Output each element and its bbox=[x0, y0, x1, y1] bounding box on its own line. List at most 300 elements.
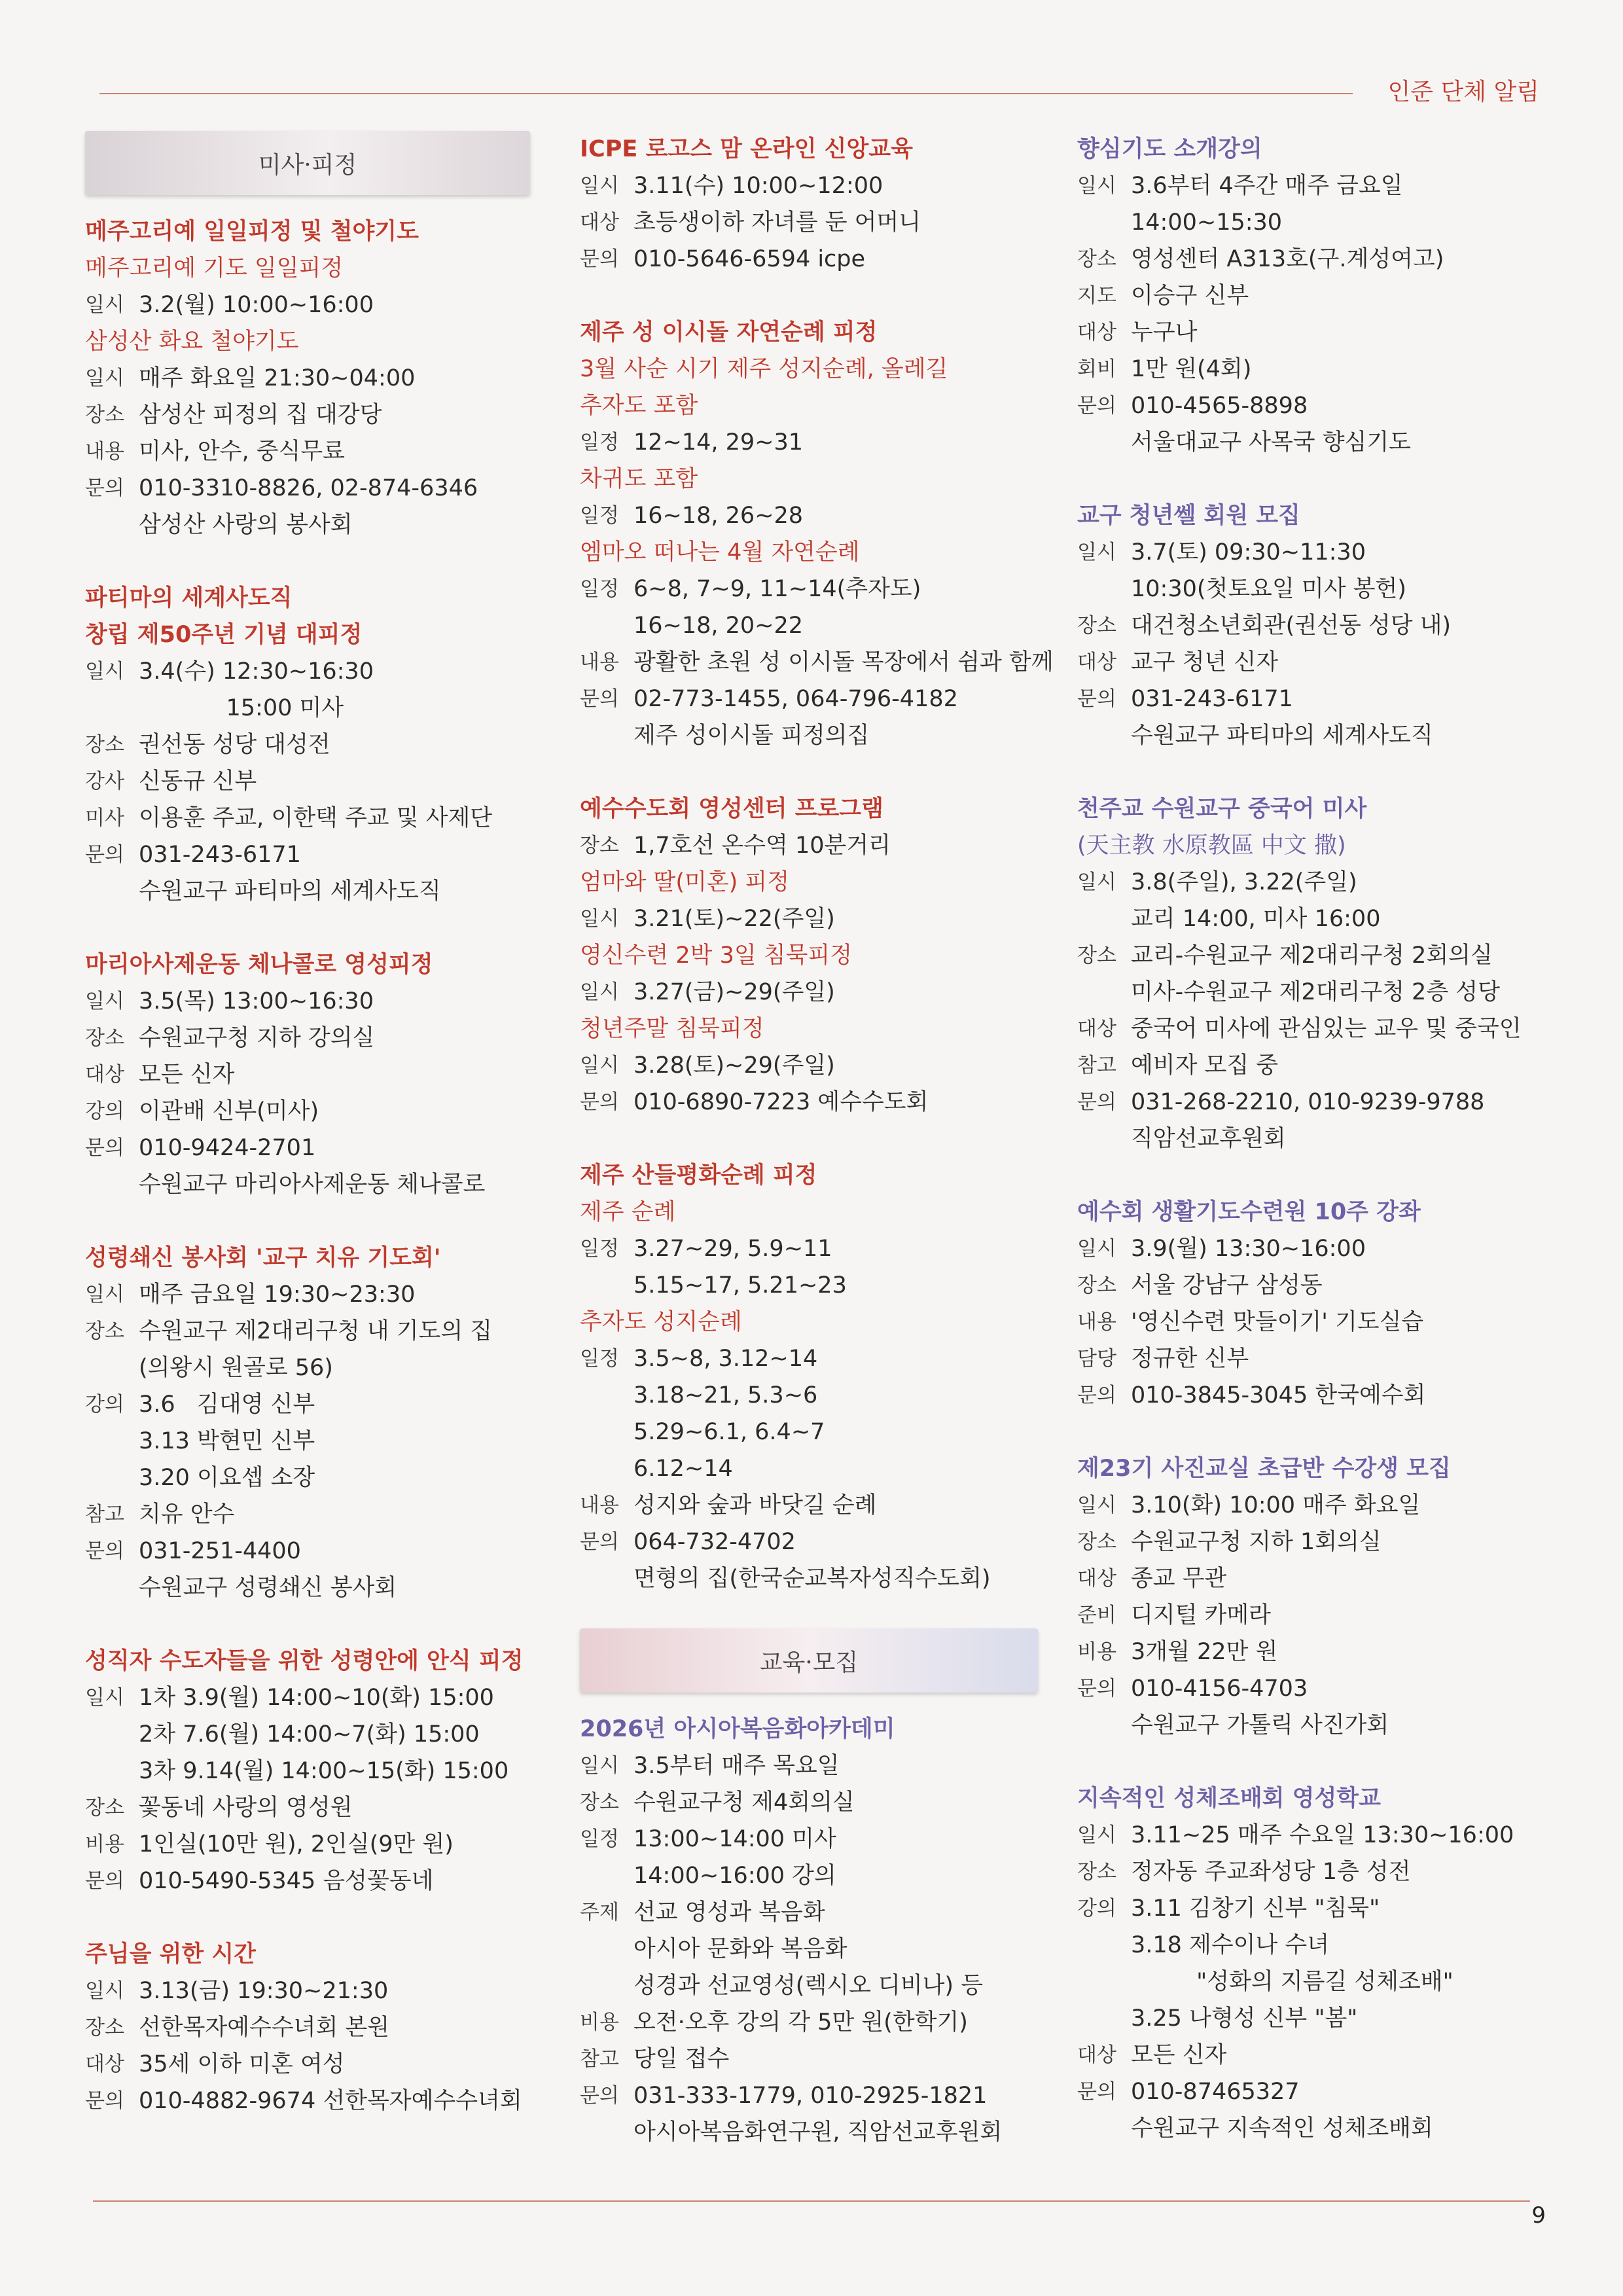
detail-label: 일시 bbox=[1077, 174, 1116, 198]
detail-row bbox=[85, 1533, 530, 1606]
detail-line: 6~8, 7~9, 11~14(추자도) bbox=[633, 576, 921, 602]
detail-value bbox=[139, 1276, 530, 1313]
detail-label: 준비 bbox=[1077, 1604, 1116, 1627]
detail-label: 문의 bbox=[1077, 1090, 1116, 1114]
detail-label: 강의 bbox=[1077, 1897, 1116, 1920]
detail-label: 담당 bbox=[1077, 1347, 1116, 1371]
detail-value bbox=[1131, 1047, 1535, 1084]
detail-line: 치유 안수 bbox=[139, 1501, 235, 1528]
detail-line: 3.7(토) 09:30~11:30 bbox=[1131, 539, 1366, 565]
detail-row bbox=[85, 1386, 530, 1496]
detail-label: 대상 bbox=[1077, 2043, 1116, 2067]
detail-value bbox=[1131, 351, 1535, 387]
detail-value bbox=[1131, 278, 1535, 314]
detail-row bbox=[580, 497, 1038, 534]
detail-label: 대상 bbox=[1077, 651, 1116, 674]
detail-line: 1만 원(4회) bbox=[1131, 356, 1252, 382]
detail-label: 일시 bbox=[85, 660, 124, 683]
detail-line: 010-5646-6594 icpe bbox=[633, 246, 866, 272]
detail-row bbox=[1077, 2037, 1535, 2073]
detail-value bbox=[139, 397, 530, 433]
detail-label: 문의 bbox=[1077, 394, 1116, 418]
detail-value bbox=[1131, 607, 1535, 644]
detail-row bbox=[85, 360, 530, 397]
notice-item bbox=[1077, 1780, 1535, 2147]
detail-line: 면형의 집(한국순교복자성직수도회) bbox=[633, 1566, 991, 1592]
detail-row bbox=[85, 1496, 530, 1533]
detail-line: 3.9(월) 13:30~16:00 bbox=[1131, 1236, 1366, 1262]
detail-line: 3.20 이요셉 소장 bbox=[139, 1465, 315, 1491]
notice-item bbox=[580, 1157, 1038, 1597]
detail-line: 16~18, 26~28 bbox=[633, 503, 804, 529]
detail-value bbox=[139, 983, 530, 1020]
detail-value bbox=[1131, 1817, 1535, 1854]
detail-label: 일시 bbox=[85, 990, 124, 1013]
detail-label: 장소 bbox=[85, 1796, 124, 1820]
detail-label: 참고 bbox=[580, 2047, 619, 2071]
detail-value bbox=[139, 1130, 530, 1203]
detail-label: 문의 bbox=[1077, 687, 1116, 711]
detail-label: 문의 bbox=[85, 1539, 124, 1563]
detail-line: 신동규 신부 bbox=[139, 768, 257, 795]
detail-label: 장소 bbox=[1077, 944, 1116, 967]
notice-title: 예수수도회 영성센터 프로그램 bbox=[580, 796, 883, 822]
detail-line: 수원교구 지속적인 성체조배회 bbox=[1131, 2115, 1433, 2142]
detail-label: 장소 bbox=[1077, 614, 1116, 637]
detail-row bbox=[85, 1056, 530, 1093]
detail-row bbox=[1077, 534, 1535, 607]
detail-label: 비용 bbox=[85, 1833, 124, 1856]
detail-row bbox=[85, 1093, 530, 1130]
detail-value bbox=[633, 1748, 1038, 1784]
detail-line: 3.11~25 매주 수요일 13:30~16:00 bbox=[1131, 1822, 1514, 1848]
detail-row bbox=[580, 2004, 1038, 2041]
detail-label: 일시 bbox=[1077, 1494, 1116, 1517]
detail-label: 일정 bbox=[580, 1347, 619, 1371]
notice-subtitle: 3월 사순 시기 제주 성지순례, 올레길 bbox=[580, 356, 948, 382]
detail-row bbox=[1077, 607, 1535, 644]
notice-item bbox=[580, 791, 1038, 1121]
detail-label: 장소 bbox=[85, 403, 124, 427]
detail-row bbox=[580, 1524, 1038, 1597]
detail-row bbox=[85, 983, 530, 1020]
detail-line: (의왕시 원골로 56) bbox=[139, 1355, 333, 1381]
detail-row bbox=[1077, 1304, 1535, 1340]
detail-value bbox=[139, 433, 530, 470]
detail-row bbox=[1077, 1854, 1535, 1890]
detail-value bbox=[633, 204, 1038, 241]
detail-value bbox=[139, 287, 530, 323]
detail-line: 3.6부터 4주간 매주 금요일 bbox=[1131, 173, 1403, 199]
detail-value bbox=[1131, 1854, 1535, 1890]
detail-value bbox=[139, 1386, 530, 1496]
detail-value bbox=[1131, 681, 1535, 754]
header-label: 인준 단체 알림 bbox=[1372, 73, 1539, 107]
notice-title: 메주고리예 일일피정 및 철야기도 bbox=[85, 219, 419, 245]
detail-line: 권선동 성당 대성전 bbox=[139, 732, 330, 758]
detail-label: 비용 bbox=[580, 2011, 619, 2034]
detail-row bbox=[580, 1821, 1038, 1894]
detail-row bbox=[580, 1230, 1038, 1304]
detail-label: 장소 bbox=[85, 2016, 124, 2039]
detail-line: 5.15~17, 5.21~23 bbox=[633, 1272, 847, 1299]
detail-line: 3.27(금)~29(주일) bbox=[633, 979, 835, 1005]
detail-line: 수원교구청 지하 강의실 bbox=[139, 1025, 375, 1051]
detail-line: 매주 화요일 21:30~04:00 bbox=[139, 365, 416, 391]
detail-label: 일시 bbox=[85, 1979, 124, 2003]
detail-row bbox=[580, 571, 1038, 644]
detail-line: 3.5(목) 13:00~16:30 bbox=[139, 988, 374, 1014]
detail-line: 6.12~14 bbox=[633, 1456, 733, 1482]
detail-row bbox=[85, 470, 530, 543]
detail-row bbox=[1077, 278, 1535, 314]
detail-line: 교리-수원교구 제2대리구청 2회의실 bbox=[1131, 942, 1493, 969]
detail-value bbox=[633, 2004, 1038, 2041]
detail-line: 5.29~6.1, 6.4~7 bbox=[633, 1419, 825, 1445]
detail-line: 010-3845-3045 한국예수회 bbox=[1131, 1382, 1426, 1408]
detail-row bbox=[85, 2009, 530, 2046]
detail-line: 정자동 주교좌성당 1층 성전 bbox=[1131, 1859, 1411, 1885]
detail-line: 13:00~14:00 미사 bbox=[633, 1826, 836, 1852]
notice-title: 예수회 생활기도수련원 10주 강좌 bbox=[1077, 1199, 1421, 1225]
detail-line: 예비자 모집 중 bbox=[1131, 1052, 1279, 1079]
detail-line: 031-251-4400 bbox=[139, 1538, 301, 1564]
detail-line: 010-5490-5345 음성꽃동네 bbox=[139, 1868, 434, 1894]
detail-row bbox=[85, 1313, 530, 1386]
detail-line: 3.27~29, 5.9~11 bbox=[633, 1236, 832, 1262]
section-header-education-recruit: 교육·모집 bbox=[580, 1628, 1038, 1693]
detail-row bbox=[580, 974, 1038, 1011]
detail-value bbox=[1131, 864, 1535, 937]
detail-line: 12~14, 29~31 bbox=[633, 429, 804, 456]
detail-label: 일정 bbox=[580, 577, 619, 601]
detail-line: 교구 청년 신자 bbox=[1131, 649, 1279, 675]
detail-label: 장소 bbox=[85, 733, 124, 757]
detail-label: 미사 bbox=[85, 806, 124, 830]
detail-value bbox=[139, 1826, 530, 1863]
detail-line: 성경과 선교영성(렉시오 디비나) 등 bbox=[633, 1973, 984, 1999]
detail-row bbox=[580, 2041, 1038, 2077]
detail-label: 문의 bbox=[580, 687, 619, 711]
detail-line: 수원교구 성령쇄신 봉사회 bbox=[139, 1575, 397, 1601]
detail-line: 수원교구 마리아사제운동 체나콜로 bbox=[139, 1172, 486, 1198]
detail-line: '영신수련 맛들이기' 기도실습 bbox=[1131, 1309, 1424, 1335]
detail-line: 10:30(첫토요일 미사 봉헌) bbox=[1131, 576, 1406, 602]
detail-label: 일시 bbox=[580, 980, 619, 1004]
detail-line: 14:00~16:00 강의 bbox=[633, 1863, 836, 1889]
detail-row bbox=[85, 1789, 530, 1826]
detail-value bbox=[139, 360, 530, 397]
detail-label: 문의 bbox=[85, 476, 124, 500]
notice-item bbox=[85, 213, 530, 543]
detail-line: 수원교구 제2대리구청 내 기도의 집 bbox=[139, 1318, 493, 1344]
detail-value bbox=[633, 2077, 1038, 2151]
detail-row bbox=[1077, 387, 1535, 461]
detail-line: 3.5~8, 3.12~14 bbox=[633, 1346, 818, 1372]
detail-row bbox=[1077, 1011, 1535, 1047]
detail-value bbox=[633, 1047, 1038, 1084]
detail-line: 누구나 bbox=[1131, 319, 1198, 346]
detail-line: 중국어 미사에 관심있는 교우 및 중국인 bbox=[1131, 1016, 1522, 1042]
detail-row bbox=[1077, 681, 1535, 754]
detail-line: 010-6890-7223 예수수도회 bbox=[633, 1089, 929, 1115]
detail-value bbox=[633, 1340, 1038, 1487]
detail-value bbox=[633, 571, 1038, 644]
detail-line: 031-243-6171 bbox=[139, 842, 301, 868]
detail-row bbox=[580, 2077, 1038, 2151]
notice-item bbox=[1077, 497, 1535, 754]
detail-line: 모든 신자 bbox=[139, 1062, 235, 1088]
detail-label: 문의 bbox=[85, 1136, 124, 1160]
notice-item bbox=[580, 1711, 1038, 2151]
detail-value bbox=[1131, 1670, 1535, 1744]
detail-line: 02-773-1455, 064-796-4182 bbox=[633, 686, 958, 712]
notice-title: 주님을 위한 시간 bbox=[85, 1941, 257, 1967]
detail-row bbox=[1077, 1597, 1535, 1634]
notice-subtitle: 메주고리예 기도 일일피정 bbox=[85, 255, 344, 281]
notice-item bbox=[85, 580, 530, 910]
detail-line: 010-4156-4703 bbox=[1131, 1676, 1308, 1702]
notice-item bbox=[85, 946, 530, 1203]
detail-row bbox=[580, 241, 1038, 278]
notice-title: 파티마의 세계사도직 bbox=[85, 585, 293, 611]
detail-row bbox=[580, 827, 1038, 864]
detail-label: 일시 bbox=[85, 1686, 124, 1710]
detail-value bbox=[139, 653, 530, 726]
detail-label: 일시 bbox=[1077, 541, 1116, 564]
notice-item bbox=[85, 1643, 530, 1899]
detail-label: 대상 bbox=[580, 211, 619, 234]
notice-item bbox=[85, 1936, 530, 2119]
detail-row bbox=[1077, 241, 1535, 278]
detail-line: 010-4565-8898 bbox=[1131, 393, 1308, 419]
detail-line: 초등생이하 자녀를 둔 어머니 bbox=[633, 209, 921, 236]
detail-value bbox=[633, 1821, 1038, 1894]
detail-value bbox=[633, 241, 1038, 278]
detail-label: 강의 bbox=[85, 1393, 124, 1416]
detail-label: 비용 bbox=[1077, 1640, 1116, 1664]
detail-value bbox=[139, 1496, 530, 1533]
detail-value bbox=[1131, 387, 1535, 461]
detail-row bbox=[1077, 864, 1535, 937]
notice-subtitle: (天主教 水原教區 中文 撒) bbox=[1077, 833, 1346, 859]
detail-line: 14:00~15:30 bbox=[1131, 209, 1283, 236]
notice-subtitle: 삼성산 화요 철야기도 bbox=[85, 329, 299, 355]
detail-row bbox=[1077, 314, 1535, 351]
notice-subtitle: 청년주말 침묵피정 bbox=[580, 1016, 764, 1042]
detail-line: 수원교구 파티마의 세계사도직 bbox=[139, 878, 441, 905]
detail-label: 일시 bbox=[580, 1054, 619, 1077]
column-2-items-top bbox=[580, 131, 1054, 1597]
detail-line: 제주 성이시돌 피정의집 bbox=[633, 723, 870, 749]
detail-label: 지도 bbox=[1077, 284, 1116, 308]
detail-line: 3.8(주일), 3.22(주일) bbox=[1131, 869, 1357, 895]
detail-row bbox=[1077, 1890, 1535, 2037]
detail-line: 직암선교후원회 bbox=[1131, 1126, 1286, 1152]
detail-label: 문의 bbox=[85, 1869, 124, 1893]
column-3-items bbox=[1077, 131, 1535, 2147]
detail-line: 영성센터 A313호(구.계성여고) bbox=[1131, 246, 1444, 272]
detail-row bbox=[1077, 1524, 1535, 1560]
detail-label: 참고 bbox=[1077, 1054, 1116, 1077]
detail-value bbox=[1131, 1267, 1535, 1304]
detail-label: 장소 bbox=[85, 1319, 124, 1343]
detail-row bbox=[580, 1748, 1038, 1784]
detail-line: 이승구 신부 bbox=[1131, 283, 1249, 309]
detail-label: 문의 bbox=[580, 247, 619, 271]
detail-row bbox=[85, 763, 530, 800]
detail-line: 1,7호선 온수역 10분거리 bbox=[633, 833, 891, 859]
notice-item bbox=[85, 1240, 530, 1606]
detail-line: 031-268-2210, 010-9239-9788 bbox=[1131, 1089, 1485, 1115]
detail-row bbox=[1077, 1047, 1535, 1084]
detail-row bbox=[1077, 1267, 1535, 1304]
detail-label: 장소 bbox=[1077, 1860, 1116, 1884]
detail-line: 성지와 숲과 바닷길 순례 bbox=[633, 1492, 877, 1518]
detail-value bbox=[633, 1524, 1038, 1597]
notice-subtitle: 영신수련 2박 3일 침묵피정 bbox=[580, 942, 853, 969]
detail-value bbox=[139, 763, 530, 800]
detail-value bbox=[1131, 241, 1535, 278]
detail-row bbox=[85, 397, 530, 433]
detail-value bbox=[139, 1679, 530, 1789]
detail-value bbox=[1131, 1011, 1535, 1047]
detail-value bbox=[139, 726, 530, 763]
detail-label: 장소 bbox=[1077, 1530, 1116, 1554]
detail-value bbox=[1131, 2073, 1535, 2147]
detail-value bbox=[1131, 2037, 1535, 2073]
detail-line: 광활한 초원 성 이시돌 목장에서 쉼과 함께 bbox=[633, 649, 1054, 675]
detail-label: 문의 bbox=[580, 2084, 619, 2108]
detail-line: 3.13(금) 19:30~21:30 bbox=[139, 1978, 389, 2004]
detail-line: 서울 강남구 삼성동 bbox=[1131, 1272, 1323, 1299]
detail-value bbox=[139, 1863, 530, 1899]
detail-row bbox=[85, 836, 530, 910]
detail-line: 이용훈 주교, 이한택 주교 및 사제단 bbox=[139, 805, 493, 831]
detail-value bbox=[633, 827, 1038, 864]
detail-value bbox=[139, 2009, 530, 2046]
detail-value bbox=[1131, 1487, 1535, 1524]
detail-line: 3개월 22만 원 bbox=[1131, 1639, 1278, 1665]
detail-row bbox=[1077, 1817, 1535, 1854]
detail-value bbox=[633, 974, 1038, 1011]
detail-row bbox=[580, 204, 1038, 241]
detail-label: 회비 bbox=[1077, 357, 1116, 381]
detail-value bbox=[139, 1020, 530, 1056]
detail-line: 2차 7.6(월) 14:00~7(화) 15:00 bbox=[139, 1721, 480, 1748]
detail-label: 내용 bbox=[85, 440, 124, 463]
detail-value bbox=[1131, 168, 1535, 241]
detail-line: 수원교구 파티마의 세계사도직 bbox=[1131, 723, 1433, 749]
detail-label: 대상 bbox=[1077, 1017, 1116, 1041]
notice-title: 제주 산들평화순례 피정 bbox=[580, 1162, 817, 1189]
detail-label: 일시 bbox=[1077, 1823, 1116, 1847]
detail-row bbox=[85, 1276, 530, 1313]
detail-row bbox=[85, 1863, 530, 1899]
detail-line: 3.11(수) 10:00~12:00 bbox=[633, 173, 883, 199]
detail-line: 3.5부터 매주 목요일 bbox=[633, 1753, 840, 1779]
detail-row bbox=[85, 1020, 530, 1056]
detail-value bbox=[139, 1789, 530, 1826]
detail-line: 1차 3.9(월) 14:00~10(화) 15:00 bbox=[139, 1685, 494, 1711]
detail-label: 참고 bbox=[85, 1503, 124, 1526]
detail-row bbox=[580, 1894, 1038, 2004]
detail-row bbox=[580, 1084, 1038, 1121]
detail-line: 아시아복음화연구원, 직암선교후원회 bbox=[633, 2119, 1003, 2145]
detail-label: 내용 bbox=[580, 651, 619, 674]
detail-line: 031-243-6171 bbox=[1131, 686, 1293, 712]
detail-line: 수원교구청 제4회의실 bbox=[633, 1789, 855, 1816]
detail-value bbox=[1131, 1597, 1535, 1634]
top-rule bbox=[99, 93, 1353, 94]
detail-row bbox=[1077, 168, 1535, 241]
detail-line: 대건청소년회관(권선동 성당 내) bbox=[1131, 613, 1452, 639]
notice-title: 제23기 사진교실 초급반 수강생 모집 bbox=[1077, 1456, 1451, 1482]
detail-line: 010-87465327 bbox=[1131, 2079, 1300, 2105]
detail-line: 디지털 카메라 bbox=[1131, 1602, 1271, 1628]
detail-label: 장소 bbox=[85, 1026, 124, 1050]
detail-value bbox=[633, 2041, 1038, 2077]
detail-line: 이관배 신부(미사) bbox=[139, 1098, 319, 1124]
detail-value bbox=[633, 1487, 1038, 1524]
detail-label: 일정 bbox=[580, 504, 619, 528]
detail-row bbox=[1077, 644, 1535, 681]
detail-value bbox=[139, 800, 530, 836]
detail-row bbox=[1077, 351, 1535, 387]
detail-row bbox=[85, 800, 530, 836]
detail-line: 삼성산 사랑의 봉사회 bbox=[139, 512, 353, 538]
detail-row bbox=[85, 2046, 530, 2083]
notice-title: 2026년 아시아복음화아카데미 bbox=[580, 1716, 895, 1742]
detail-value bbox=[1131, 1304, 1535, 1340]
detail-value bbox=[633, 1894, 1038, 2004]
detail-line: 선교 영성과 복음화 bbox=[633, 1899, 825, 1926]
detail-value bbox=[139, 1973, 530, 2009]
detail-row bbox=[1077, 1670, 1535, 1744]
detail-line: 수원교구청 지하 1회의실 bbox=[1131, 1529, 1382, 1555]
detail-row bbox=[85, 653, 530, 726]
detail-line: 16~18, 20~22 bbox=[633, 613, 804, 639]
detail-line: 꽃동네 사랑의 영성원 bbox=[139, 1795, 353, 1821]
detail-label: 일시 bbox=[1077, 870, 1116, 894]
detail-label: 내용 bbox=[1077, 1310, 1116, 1334]
detail-row bbox=[85, 1130, 530, 1203]
detail-value bbox=[139, 836, 530, 910]
detail-value bbox=[1131, 314, 1535, 351]
detail-row bbox=[1077, 1377, 1535, 1414]
detail-row bbox=[580, 681, 1038, 754]
detail-label: 장소 bbox=[580, 1791, 619, 1814]
detail-label: 문의 bbox=[85, 2089, 124, 2113]
detail-label: 대상 bbox=[1077, 1567, 1116, 1590]
detail-label: 일정 bbox=[580, 431, 619, 454]
column-2-items-bottom bbox=[580, 1711, 1038, 2151]
detail-label: 대상 bbox=[85, 1063, 124, 1086]
detail-label: 강사 bbox=[85, 770, 124, 793]
detail-line: 010-9424-2701 bbox=[139, 1135, 316, 1161]
notice-title: 향심기도 소개강의 bbox=[1077, 136, 1262, 162]
detail-label: 주제 bbox=[580, 1901, 619, 1924]
detail-label: 장소 bbox=[1077, 247, 1116, 271]
detail-row bbox=[85, 1826, 530, 1863]
detail-row bbox=[85, 1679, 530, 1789]
detail-label: 일시 bbox=[85, 293, 124, 317]
detail-value bbox=[139, 2046, 530, 2083]
detail-line: 수원교구 가톨릭 사진가회 bbox=[1131, 1712, 1389, 1738]
detail-label: 대상 bbox=[85, 2053, 124, 2076]
detail-value bbox=[139, 1533, 530, 1606]
detail-line: 매주 금요일 19:30~23:30 bbox=[139, 1282, 416, 1308]
